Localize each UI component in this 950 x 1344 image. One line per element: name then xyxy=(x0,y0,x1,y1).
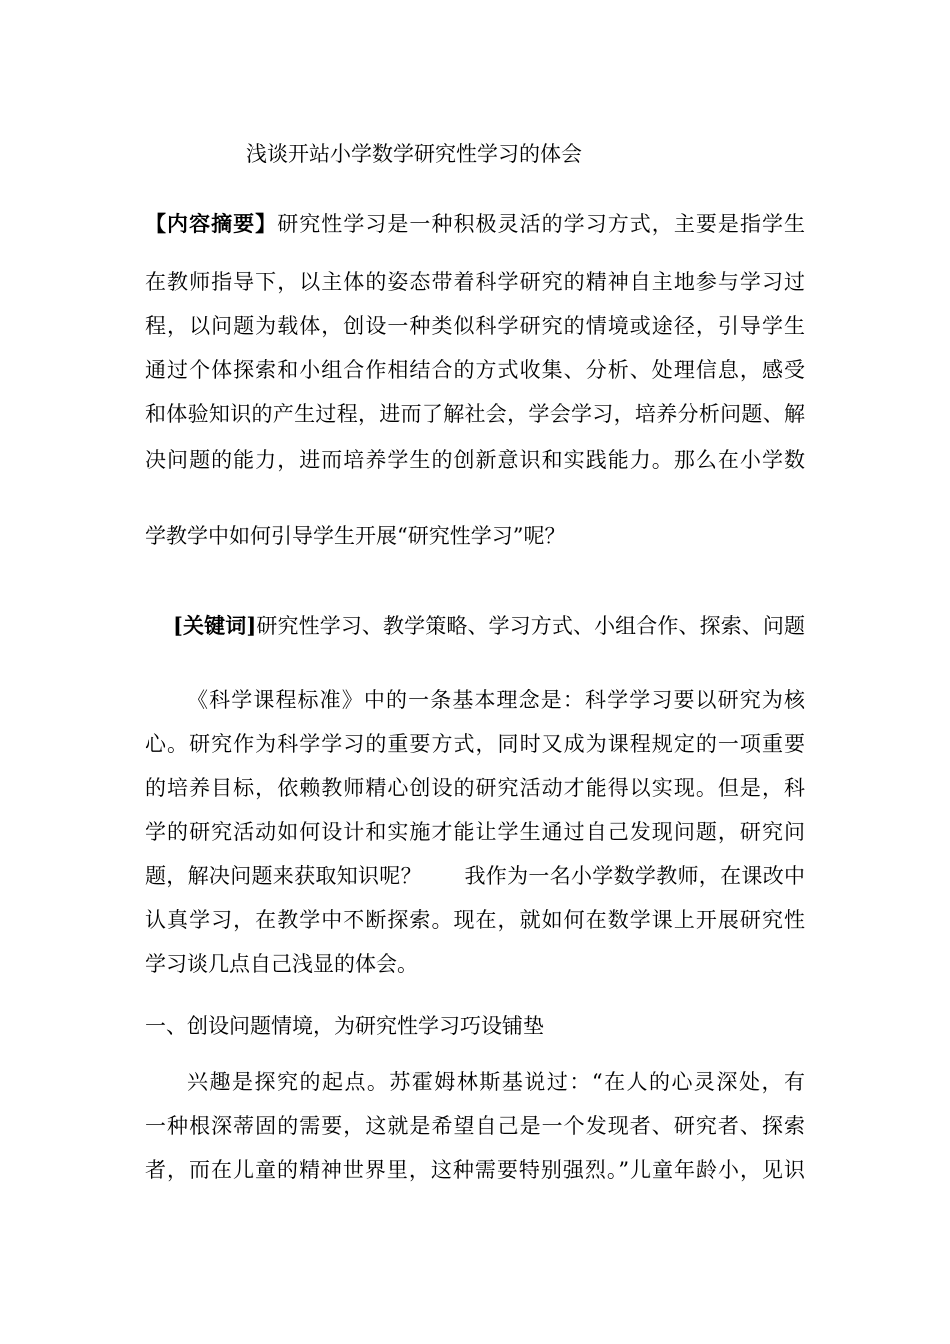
keywords-label: [关键词] xyxy=(173,613,257,638)
body-para2-line-2: 一种根深蒂固的需要，这就是希望自己是一个发现者、研究者、探索 xyxy=(145,1114,805,1138)
body-para1-line-6: 认真学习，在教学中不断探索。现在，就如何在数学课上开展研究性 xyxy=(145,908,805,932)
abstract-line-2: 在教师指导下，以主体的姿态带着科学研究的精神自主地参与学习过 xyxy=(145,270,805,294)
keywords-text: 研究性学习、教学策略、学习方式、小组合作、探索、问题 xyxy=(256,614,806,638)
keywords-line xyxy=(173,612,805,640)
document-title: 浅谈开站小学数学研究性学习的体会 xyxy=(246,142,582,166)
body-para1-line-2: 心。研究作为科学学习的重要方式，同时又成为课程规定的一项重要 xyxy=(145,732,805,756)
abstract-line-7: 学教学中如何引导学生开展“研究性学习”呢？ xyxy=(145,524,566,548)
section-heading-1: 一、创设问题情境，为研究性学习巧设铺垫 xyxy=(145,1014,544,1038)
abstract-line-6: 决问题的能力，进而培养学生的创新意识和实践能力。那么在小学数 xyxy=(145,448,805,472)
abstract-line-1 xyxy=(145,210,805,238)
abstract-line-5: 和体验知识的产生过程，进而了解社会，学会学习，培养分析问题、解 xyxy=(145,402,805,426)
body-para1-line-3: 的培养目标，依赖教师精心创设的研究活动才能得以实现。但是，科 xyxy=(145,776,805,800)
body-para1-line-7: 学习谈几点自己浅显的体会。 xyxy=(145,952,418,976)
body-para1-line-1: 《科学课程标准》中的一条基本理念是：科学学习要以研究为核 xyxy=(187,688,805,712)
abstract-text-1: 研究性学习是一种积极灵活的学习方式，主要是指学生 xyxy=(277,212,806,236)
body-para1-line-4: 学的研究活动如何设计和实施才能让学生通过自己发现问题，研究问 xyxy=(145,820,805,844)
body-para2-line-1: 兴趣是探究的起点。苏霍姆林斯基说过：“在人的心灵深处，有 xyxy=(187,1070,805,1094)
abstract-line-3: 程，以问题为载体，创设一种类似科学研究的情境或途径，引导学生 xyxy=(145,314,805,338)
abstract-label: 【内容摘要】 xyxy=(145,211,278,236)
body-para1-line-5: 题，解决问题来获取知识呢？ 我作为一名小学数学教师，在课改中 xyxy=(145,864,805,888)
abstract-line-4: 通过个体探索和小组合作相结合的方式收集、分析、处理信息，感受 xyxy=(145,358,805,382)
body-para2-line-3: 者，而在儿童的精神世界里，这种需要特别强烈。”儿童年龄小，见识 xyxy=(145,1158,805,1182)
